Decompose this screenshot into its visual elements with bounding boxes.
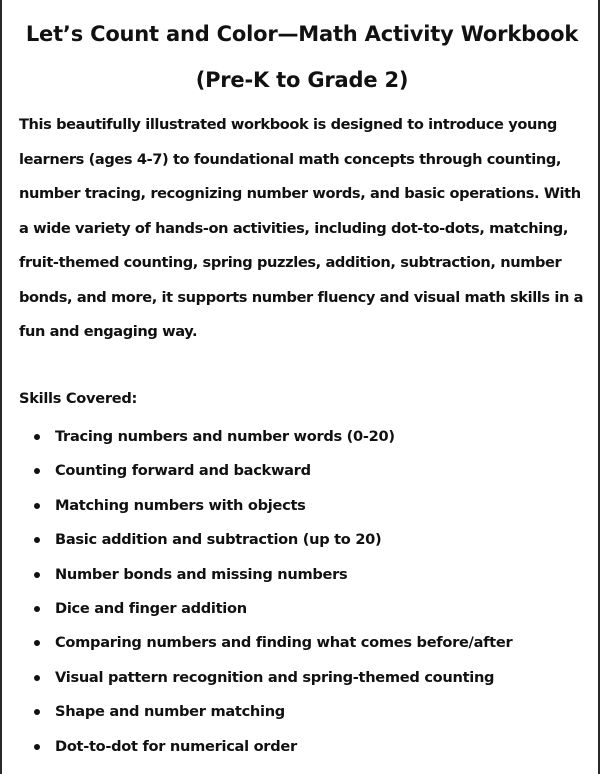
skill-item-addition-subtraction bbox=[2, 523, 600, 557]
skill-item-label: Basic addition and subtraction (up to 20) bbox=[55, 531, 382, 549]
skill-item-label: Counting forward and backward bbox=[55, 462, 311, 480]
bullet-icon bbox=[34, 572, 40, 578]
skill-item-matching bbox=[2, 489, 600, 523]
skill-item-number-bonds bbox=[2, 558, 600, 592]
skill-item-label: Tracing numbers and number words (0-20) bbox=[55, 428, 395, 445]
bullet-icon bbox=[34, 537, 40, 543]
skills-list bbox=[2, 420, 600, 764]
skills-heading: Skills Covered: bbox=[19, 390, 138, 407]
skill-item-dice-finger bbox=[2, 592, 600, 626]
bullet-icon bbox=[34, 606, 40, 612]
skill-item-label: Matching numbers with objects bbox=[55, 496, 306, 514]
skill-item-label: Comparing numbers and finding what comes before/after bbox=[55, 634, 513, 652]
skill-item-comparing bbox=[2, 626, 600, 660]
skill-item-dot-to-dot bbox=[2, 730, 600, 764]
bullet-icon bbox=[34, 434, 40, 440]
workbook-description: This beautifully illustrated workbook is designed to introduce young learners (ages 4-7) to foundational math concepts through counting, number tracing, recognizing number words, and basic operations. With a wide variety of hands-on activities, including dot-to-dots, matching, fruit-themed counting, spring puzzles, addition, subtraction, number bonds, and more, it supports number fluency and visual math skills in a fun and engaging way. bbox=[19, 116, 584, 340]
bullet-icon bbox=[34, 709, 40, 715]
skill-item-shape-matching bbox=[2, 695, 600, 729]
grade-range-subtitle: (Pre-K to Grade 2) bbox=[195, 68, 409, 92]
skill-item-label: Dot-to-dot for numerical order bbox=[55, 737, 297, 755]
skill-item-tracing bbox=[2, 420, 600, 454]
bullet-icon bbox=[34, 468, 40, 474]
bullet-icon bbox=[34, 640, 40, 646]
workbook-title: Let’s Count and Color—Math Activity Workbook bbox=[25, 22, 579, 46]
skill-item-label: Dice and finger addition bbox=[55, 599, 247, 617]
bullet-icon bbox=[34, 503, 40, 509]
skill-item-patterns bbox=[2, 661, 600, 695]
skill-item-label: Shape and number matching bbox=[55, 703, 285, 721]
skill-item-label: Visual pattern recognition and spring-themed counting bbox=[55, 668, 495, 686]
bullet-icon bbox=[34, 675, 40, 681]
skill-item-label: Number bonds and missing numbers bbox=[55, 565, 348, 583]
skill-item-counting bbox=[2, 454, 600, 488]
bullet-icon bbox=[34, 744, 40, 750]
